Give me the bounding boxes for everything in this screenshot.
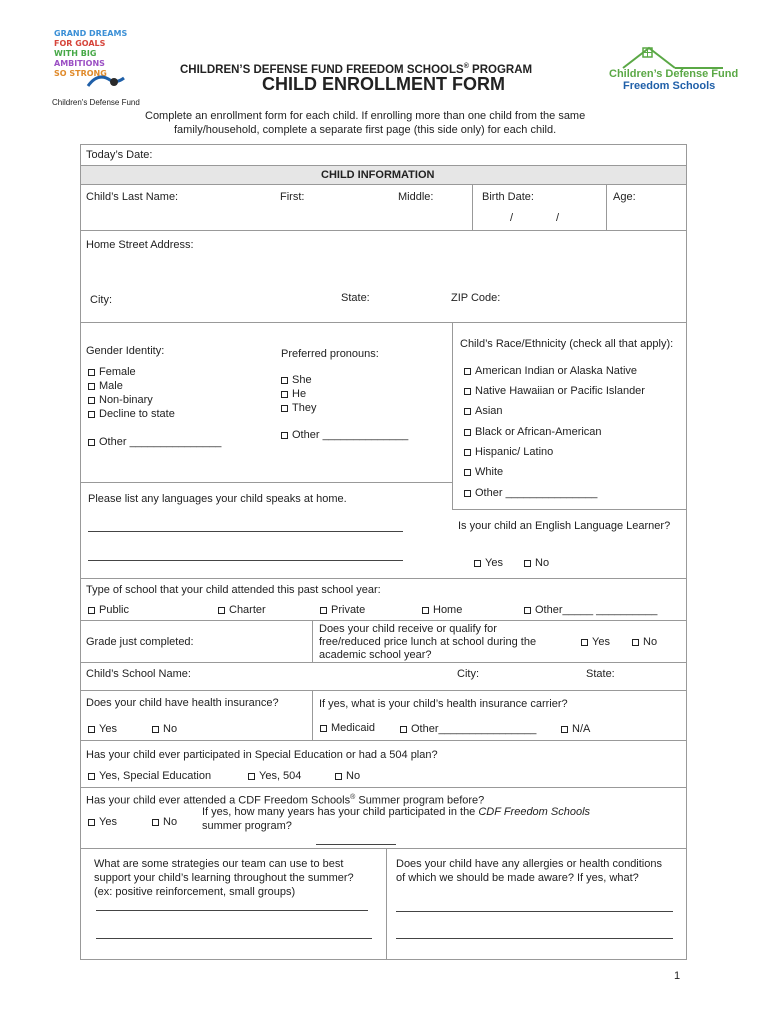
lunch-question-line1: Does your child receive or qualify for [319,623,497,635]
svg-text:GRAND DREAMS: GRAND DREAMS [54,29,128,38]
school-option-public[interactable]: Public [88,604,129,617]
home-address-label[interactable]: Home Street Address: [86,239,194,251]
svg-text:AMBITIONS: AMBITIONS [54,59,105,68]
state-label[interactable]: State: [341,292,370,304]
gender-option-decline[interactable]: Decline to state [88,408,175,421]
pronoun-option-they[interactable]: They [281,402,316,415]
school-city-label[interactable]: City: [457,668,479,680]
checkbox-icon [88,726,95,733]
school-option-other[interactable]: Other_____ __________ [524,604,657,617]
race-option-native-hawaiian[interactable]: Native Hawaiian or Pacific Islander [464,385,645,398]
checkbox-icon [281,405,288,412]
insurance-yes-option[interactable]: Yes [88,723,117,736]
race-option-black[interactable]: Black or African-American [464,426,602,439]
checkbox-icon [152,726,159,733]
checkbox-icon [464,469,471,476]
languages-line-2[interactable] [88,560,403,561]
strategies-line1: What are some strategies our team can use to best [94,858,344,870]
school-option-private[interactable]: Private [320,604,365,617]
gender-option-non-binary[interactable]: Non-binary [88,394,153,407]
instructions-line1: Complete an enrollment form for each child. If enrolling more than one child from the same [145,110,586,122]
checkbox-icon [281,377,288,384]
checkbox-icon [88,397,95,404]
strategies-line3: (ex: positive reinforcement, small groups) [94,886,296,898]
checkbox-icon [320,607,327,614]
logo-right-line2: Freedom Schools [623,80,716,92]
carrier-other-option[interactable]: Other________________ [400,723,536,736]
checkbox-icon [464,449,471,456]
checkbox-icon [88,439,95,446]
years-question-line1: If yes, how many years has your child participated in the CDF Freedom Schools [202,806,591,818]
insurance-carrier-question: If yes, what is your child’s health insurance carrier? [319,698,568,710]
program-name: CHILDREN’S DEFENSE FUND FREEDOM SCHOOLS® PROGRAM [180,63,533,76]
city-label[interactable]: City: [90,294,112,306]
checkbox-icon [422,607,429,614]
race-option-hispanic[interactable]: Hispanic/ Latino [464,446,553,459]
checkbox-icon [88,607,95,614]
checkbox-icon [524,560,531,567]
ell-question: Is your child an English Language Learner? [458,520,671,532]
gender-identity-label: Gender Identity: [86,345,165,357]
svg-text:FOR GOALS: FOR GOALS [54,39,106,48]
cdf-before-yes-option[interactable]: Yes [88,816,117,829]
years-question-line2: summer program? [202,820,292,832]
race-ethnicity-label: Child’s Race/Ethnicity (check all that apply): [460,338,674,350]
years-answer-line[interactable] [316,844,396,845]
pronoun-option-he[interactable]: He [281,388,306,401]
gender-option-other[interactable]: Other _______________ [88,436,221,449]
lunch-question-line3: academic school year? [319,649,432,661]
checkbox-icon [581,639,588,646]
allergies-line1: Does your child have any allergies or health conditions [396,858,662,870]
checkbox-icon [400,726,407,733]
school-option-charter[interactable]: Charter [218,604,266,617]
checkbox-icon [88,411,95,418]
svg-text:WITH BIG: WITH BIG [54,49,97,58]
form-frame [80,144,687,960]
checkbox-icon [281,432,288,439]
cdf-logo-left [48,24,140,110]
special-ed-option-yes-sped[interactable]: Yes, Special Education [88,770,211,783]
checkbox-icon [464,388,471,395]
logo-left-caption: Children's Defense Fund [52,98,140,107]
zip-label[interactable]: ZIP Code: [451,292,501,304]
date-slash-1: / [510,212,514,224]
checkbox-icon [88,383,95,390]
checkbox-icon [88,773,95,780]
checkbox-icon [248,773,255,780]
ell-yes-option[interactable]: Yes [474,557,503,570]
gender-option-male[interactable]: Male [88,380,123,393]
school-option-home[interactable]: Home [422,604,462,617]
logo-right-line1: Children’s Defense Fund [609,68,739,80]
allergies-line2: of which we should be made aware? If yes, what? [396,872,639,884]
instructions-line2: family/household, complete a separate first page (this side only) for each child. [174,124,557,136]
race-option-american-indian[interactable]: American Indian or Alaska Native [464,365,637,378]
page-number: 1 [674,970,681,982]
special-ed-question: Has your child ever participated in Special Education or had a 504 plan? [86,749,438,761]
carrier-medicaid-option[interactable]: Medicaid [320,722,375,735]
svg-text:SO STRONG: SO STRONG [54,69,107,78]
school-type-label: Type of school that your child attended this past school year: [86,584,381,596]
insurance-no-option[interactable]: No [152,723,177,736]
checkbox-icon [281,391,288,398]
checkbox-icon [88,369,95,376]
checkbox-icon [335,773,342,780]
allergies-answer-line-2[interactable] [396,938,673,939]
health-insurance-question: Does your child have health insurance? [86,697,279,709]
carrier-na-option[interactable]: N/A [561,723,590,736]
checkbox-icon [88,819,95,826]
languages-line-1[interactable] [88,531,403,532]
strategies-answer-line-1[interactable] [96,910,368,911]
cdf-before-no-option[interactable]: No [152,816,177,829]
special-ed-option-no[interactable]: No [335,770,360,783]
pronoun-option-other[interactable]: Other ______________ [281,429,408,442]
strategies-line2: support your child’s learning throughout the summer? [94,872,354,884]
special-ed-option-yes-504[interactable]: Yes, 504 [248,770,301,783]
gender-option-female[interactable]: Female [88,366,136,379]
school-name-label[interactable]: Child’s School Name: [86,668,191,680]
school-state-label[interactable]: State: [586,668,615,680]
pronouns-label: Preferred pronouns: [281,348,379,360]
strategies-answer-line-2[interactable] [96,938,372,939]
todays-date-label[interactable]: Today’s Date: [86,149,153,161]
checkbox-icon [464,368,471,375]
checkbox-icon [632,639,639,646]
race-option-asian[interactable]: Asian [464,405,503,418]
lunch-yes-option[interactable]: Yes [581,636,610,649]
checkbox-icon [464,429,471,436]
ell-no-option[interactable]: No [524,557,549,570]
checkbox-icon [474,560,481,567]
checkbox-icon [561,726,568,733]
languages-label: Please list any languages your child speaks at home. [88,493,347,505]
date-slash-2: / [556,212,560,224]
age-label[interactable]: Age: [613,191,636,203]
lunch-no-option[interactable]: No [632,636,657,649]
child-information-heading: CHILD INFORMATION [321,169,435,181]
page-title: CHILD ENROLLMENT FORM [262,74,505,94]
checkbox-icon [464,490,471,497]
birth-date-label[interactable]: Birth Date: [482,191,534,203]
lunch-question-line2: free/reduced price lunch at school during the [319,636,537,648]
cdf-before-question: Has your child ever attended a CDF Freedom Schools® Summer program before? [86,794,485,807]
last-name-label[interactable]: Child’s Last Name: [86,191,179,203]
grade-completed-label[interactable]: Grade just completed: [86,636,194,648]
middle-name-label[interactable]: Middle: [398,191,434,203]
allergies-answer-line-1[interactable] [396,911,673,912]
checkbox-icon [218,607,225,614]
pronoun-option-she[interactable]: She [281,374,312,387]
checkbox-icon [320,725,327,732]
first-name-label[interactable]: First: [280,191,305,203]
cdf-freedom-schools-logo [603,42,739,98]
race-option-white[interactable]: White [464,466,503,479]
checkbox-icon [524,607,531,614]
race-option-other[interactable]: Other _______________ [464,487,597,500]
checkbox-icon [152,819,159,826]
checkbox-icon [464,408,471,415]
